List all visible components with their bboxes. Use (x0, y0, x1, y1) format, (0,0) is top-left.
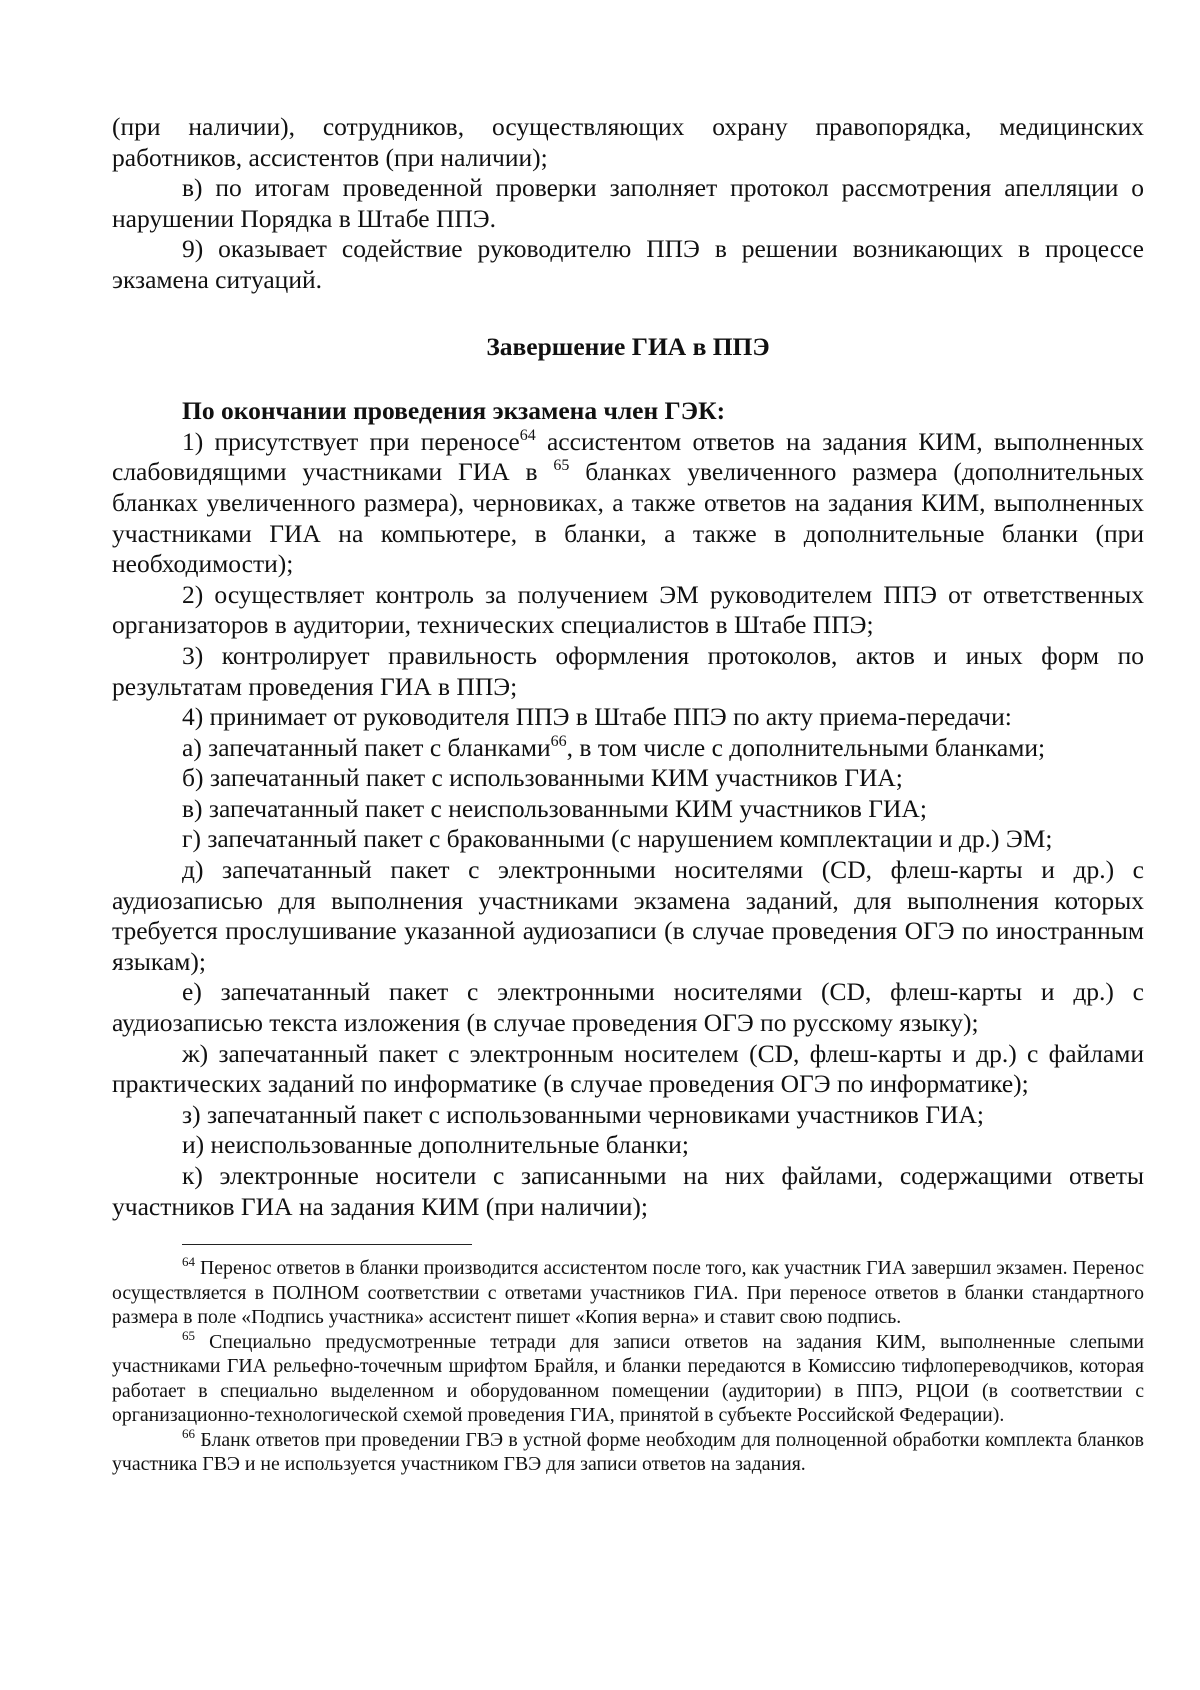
list-item-3: 3) контролирует правильность оформления протоколов, актов и иных форм по результатам проведения ГИА в ППЭ; (112, 640, 1144, 701)
footnote-64-text: Перенос ответов в бланки производится ассистентом после того, как участник ГИА завершил экзамен. Перенос осуществляется в ПОЛНОМ соответствии с ответами участников ГИА. При переносе ответов в бланки стандартного размера в поле «Подпись участника» ассистент пишет «Копия верна» и ставит свою подпись. (112, 1257, 1144, 1328)
sub-item-g: г) запечатанный пакет с бракованными (с нарушением комплектации и др.) ЭМ; (182, 824, 1053, 854)
list-item-1-text-b: ассистентом ответов на задания КИМ, выполненных слабовидящими участниками ГИА в (112, 426, 1144, 487)
sub-item-b: б) запечатанный пакет с использованными КИМ участников ГИА; (182, 763, 903, 793)
sub-item-i: и) неиспользованные дополнительные бланки; (182, 1130, 689, 1160)
footnotes (112, 1256, 1144, 1477)
footnote-65 (112, 1327, 1144, 1428)
paragraph-item-9: 9) оказывает содействие руководителю ППЭ в решении возникающих в процессе экзамена ситуаций. (112, 234, 1144, 294)
footnote-ref-64: 64 (519, 426, 536, 444)
body-text (112, 112, 1144, 1222)
footnote-number-66: 66 (182, 1425, 195, 1441)
footnote-ref-66: 66 (550, 732, 567, 750)
section-heading: Завершение ГИА в ППЭ (486, 331, 770, 361)
sub-item-a-text: а) запечатанный пакет с бланками (182, 732, 551, 762)
footnote-number-65: 65 (182, 1327, 195, 1343)
sub-item-z: з) запечатанный пакет с использованными черновиками участников ГИА; (182, 1099, 984, 1129)
paragraph-item-v-appeal: в) по итогам проведенной проверки заполняет протокол рассмотрения апелляции о нарушении Порядка в Штабе ППЭ. (112, 173, 1144, 233)
lead-in: По окончании проведения экзамена член ГЭК: (182, 396, 726, 426)
list-item-2: 2) осуществляет контроль за получением ЭМ руководителем ППЭ от ответственных организаторов в аудитории, технических специалистов в Штабе ППЭ; (112, 579, 1144, 640)
paragraph-continuation: (при наличии), сотрудников, осуществляющих охрану правопорядка, медицинских работников, ассистентов (при наличии); (112, 112, 1144, 172)
footnote-66-text: Бланк ответов при проведении ГВЭ в устной форме необходим для полноценной обработки комплекта бланков участника ГВЭ и не используется участником ГВЭ для записи ответов на задания. (112, 1428, 1144, 1475)
list-item-4: 4) принимает от руководителя ППЭ в Штабе ППЭ по акту приема-передачи: (182, 702, 1012, 732)
sub-item-a (112, 733, 1144, 764)
sub-item-zh: ж) запечатанный пакет с электронным носителем (CD, флеш-карты и др.) с файлами практических заданий по информатике (в случае проведения ОГЭ по информатике); (112, 1038, 1144, 1099)
footnote-65-text: Специально предусмотренные тетради для записи ответов на задания КИМ, выполненные слепыми участниками ГИА рельефно-точечным шрифтом Брайля, и бланки передаются в Комиссию тифлопереводчиков, которая работает в специально выделенном и оборудованном помещении (аудитории) в ППЭ, РЦОИ (в соответствии с организационно-технологической схемой проведения ГИА, принятой в субъекте Российской Федерации). (112, 1330, 1144, 1426)
footnote-separator (182, 1244, 472, 1245)
footnote-number-64: 64 (182, 1254, 195, 1269)
sub-item-e: е) запечатанный пакет с электронными носителями (CD, флеш-карты и др.) с аудиозаписью текста изложения (в случае проведения ОГЭ по русскому языку); (112, 977, 1144, 1038)
sub-item-k: к) электронные носители с записанными на них файлами, содержащими ответы участников ГИА на задания КИМ (при наличии); (112, 1161, 1144, 1221)
sub-item-v: в) запечатанный пакет с неиспользованными КИМ участников ГИА; (182, 793, 927, 823)
list-item-1-text-a: 1) присутствует при переносе (182, 426, 520, 456)
list-item-1-text-c: бланках увеличенного размера (дополнительных бланках увеличенного размера), черновиках, а также ответов на задания КИМ, выполненных участниками ГИА на компьютере, в бланки, а также в дополнительные бланки (при необходимости); (112, 457, 1145, 579)
sub-item-d: д) запечатанный пакет с электронными носителями (CD, флеш-карты и др.) с аудиозаписью для выполнения участниками экзамена заданий, для выполнения которых требуется прослушивание указанной аудиозаписи (в случае проведения ОГЭ по иностранным языкам); (112, 855, 1144, 976)
sub-item-a-tail: , в том числе с дополнительными бланками; (566, 732, 1046, 762)
footnote-64 (112, 1256, 1144, 1330)
list-item-1 (112, 427, 1144, 580)
footnote-ref-65: 65 (553, 457, 570, 475)
footnote-66 (112, 1425, 1144, 1477)
